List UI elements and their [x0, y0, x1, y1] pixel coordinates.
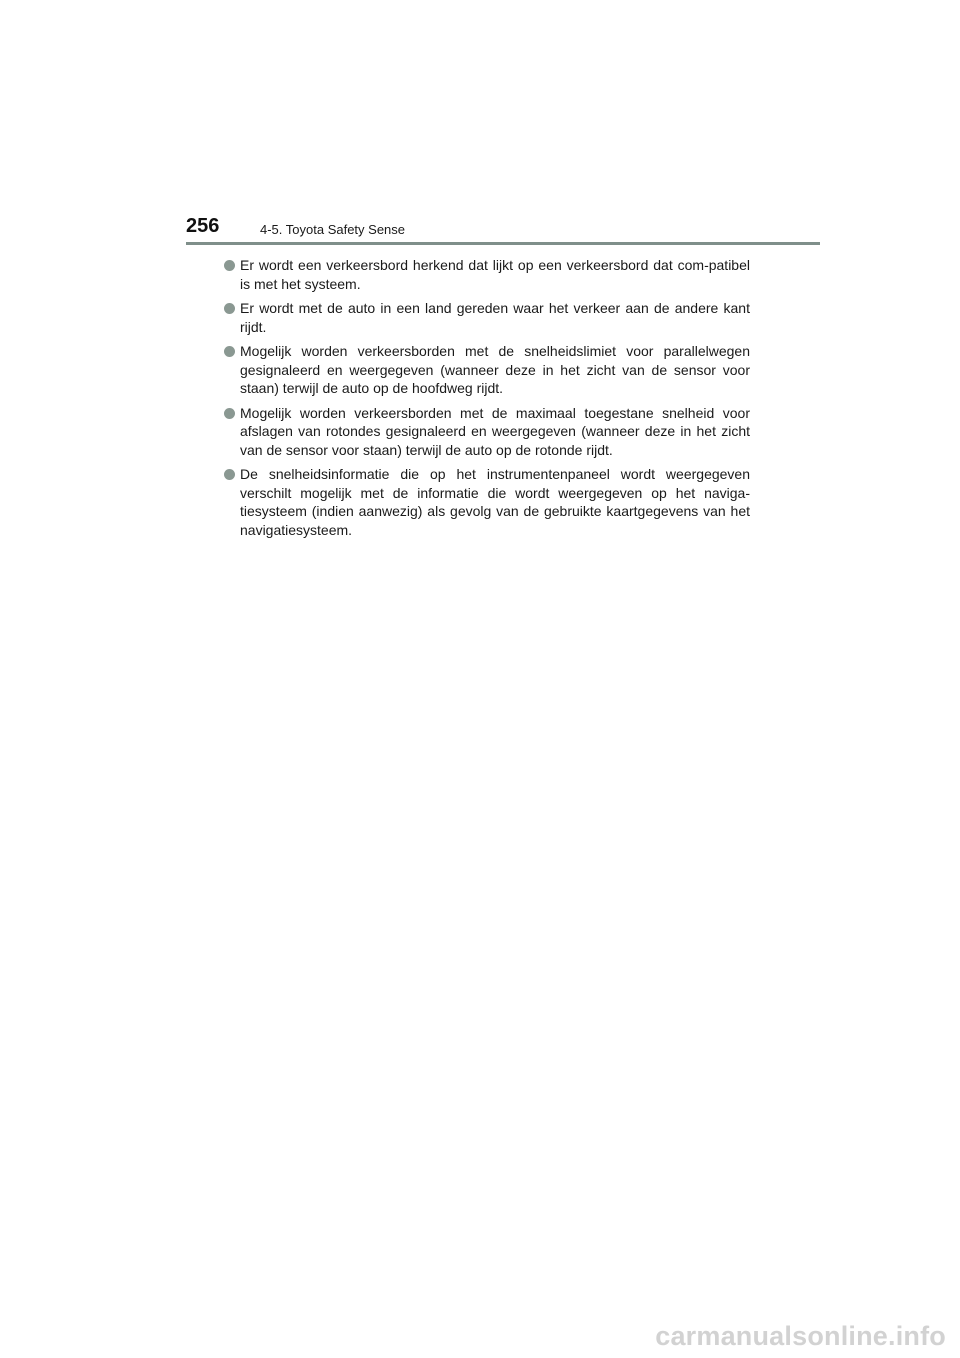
page-number: 256	[186, 215, 220, 237]
list-item	[222, 256, 750, 293]
header-divider	[186, 242, 820, 245]
section-title: 4-5. Toyota Safety Sense	[260, 222, 406, 237]
list-item	[222, 342, 750, 398]
list-item	[222, 465, 750, 539]
bullet-icon	[224, 346, 235, 357]
watermark-text: carmanualsonline.info	[655, 1321, 946, 1351]
list-item-text: Mogelijk worden verkeersborden met de maximaal toegestane snelheid voor afslagen van rotondes gesignaleerd en weergegeven (wanneer deze in het zicht van de sensor voor staan) terwijl de auto op de rotonde rijdt.	[240, 404, 750, 458]
page-header	[186, 214, 820, 242]
bullet-icon	[224, 260, 235, 271]
list-item-text: Er wordt met de auto in een land gereden waar het verkeer aan de andere kant rijdt.	[240, 300, 750, 335]
bullet-icon	[224, 469, 235, 480]
list-item	[222, 404, 750, 460]
list-item-text: Mogelijk worden verkeersborden met de snelheidslimiet voor parallelwegen gesignaleerd en weergegeven (wanneer deze in het zicht van de sensor voor staan) terwijl de auto op de hoofdweg rijdt.	[240, 343, 750, 396]
bullet-list	[222, 256, 750, 545]
bullet-icon	[224, 408, 235, 419]
bullet-icon	[224, 303, 235, 314]
list-item-text: Er wordt een verkeersbord herkend dat lijkt op een verkeersbord dat com-patibel is met het systeem.	[240, 257, 750, 292]
list-item	[222, 299, 750, 336]
list-item-text: De snelheidsinformatie die op het instrumentenpaneel wordt weergegeven verschilt mogelijk met de informatie die wordt weergegeven op het naviga-tiesysteem (indien aanwezig) als gevolg van de gebruikte kaartgegevens van het navigatiesysteem.	[240, 466, 750, 538]
